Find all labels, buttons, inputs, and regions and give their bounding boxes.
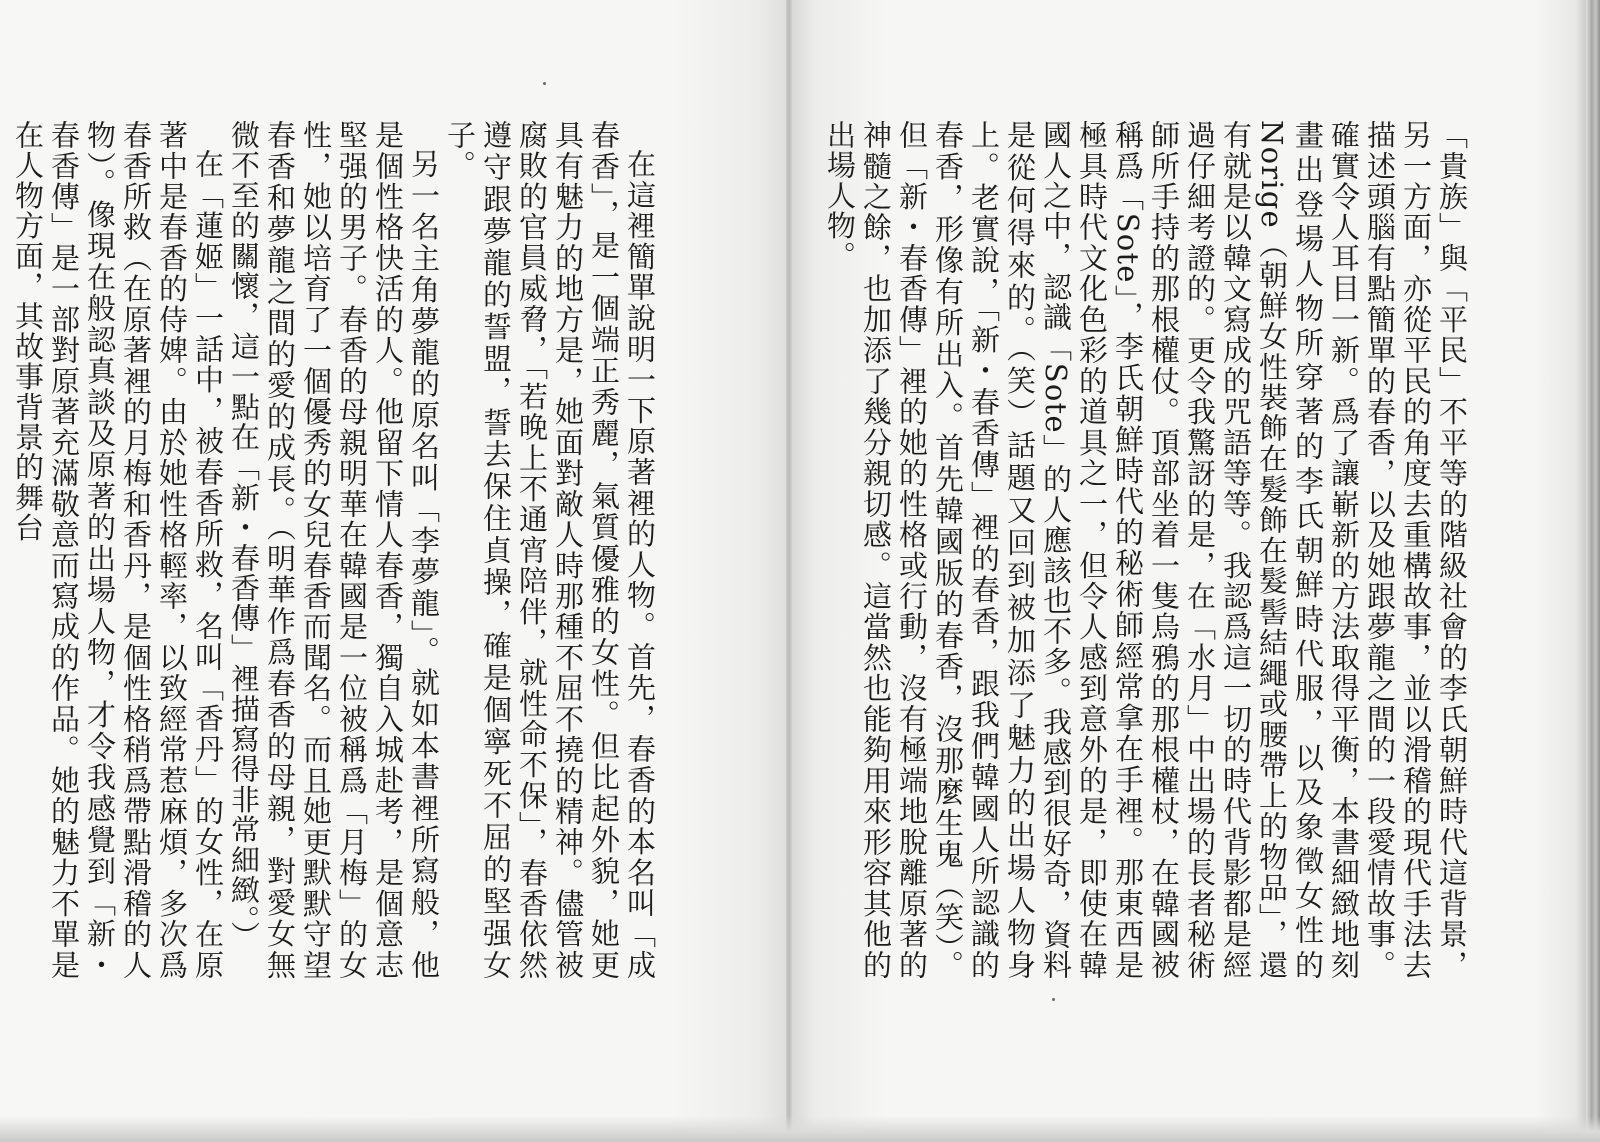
book-gutter — [786, 0, 792, 1142]
left-paragraph-3: 在「蓮姬」一話中，被春香所救，名叫「香丹」的女性，在原著中是春香的侍婢。由於她性格輕率，以致經常惹麻煩，多次爲春香所救（在原著裡的月梅和香丹，是個性格稍爲帶點滑稽的人物）。像現在般認真談及原著的出場人物，才令我感覺到「新・春香傳」是一部對原著充滿敬意而寫成的作品。她的魅力不單是在人物方面，其故事背景的舞台 — [11, 120, 225, 980]
page-edge-shadow — [1586, 0, 1600, 1142]
paper-speck — [543, 82, 546, 85]
left-page-text — [11, 120, 658, 980]
right-page-text — [823, 120, 1470, 980]
paper-speck — [1052, 998, 1055, 1001]
left-page — [0, 0, 790, 1142]
right-page — [790, 0, 1600, 1142]
left-paragraph-1: 在這裡簡單說明一下原著裡的人物。首先，春香的本名叫「成春香」，是一個端正秀麗，氣質優雅的女性。但比起外貌，她更具有魅力的地方是，她面對敵人時那種不屈不撓的精神。儘管被腐敗的官員威脅，「若晚上不通宵陪伴，就性命不保」，春香依然遵守跟夢龍的誓盟，誓去保住貞操，確是個寧死不屈的堅强女子。 — [443, 120, 657, 980]
left-paragraph-2: 另一名主角夢龍的原名叫「李夢龍」。就如本書裡所寫般，他是個性格快活的人。他留下情人春香，獨自入城赴考，是個意志堅强的男子。春香的母親明華在韓國是一位被稱爲「月梅」的女性，她以培育了一個優秀的女兒春香而聞名。而且她更默默守望春香和夢龍之間的愛的成長。（明華作爲春香的母親，對愛女無微不至的關懷，這一點在「新・春香傳」裡描寫得非常細緻。） — [227, 120, 441, 980]
bottom-edge-shadow — [0, 1116, 1600, 1142]
right-paragraph-1: 「貴族」與「平民」不平等的階級社會的李氏朝鮮時代這背景，另一方面，亦從平民的角度去重構故事，並以滑稽的現代手法去描述頭腦有點簡單的春香，以及她跟夢龍之間的一段愛情故事。確實令人耳目一新。爲了讓嶄新的方法取得平衡，本書細緻地刻畫出登場人物所穿著的李氏朝鮮時代服，以及象徵女性的Norige（朝鮮女性裝飾在髮飾在髮髻結繩或腰帶上的物品」，還有就是以韓文寫成的咒語等等。我認爲這一切的時代背影都是經過仔細考證的。更令我驚訝的是，在「水月」中出場的長者秘術師所手持的那根權仗。頂部坐着一隻烏鴉的那根權杖，在韓國被稱爲「Sote」，李氏朝鮮時代的秘術師經常拿在手裡。那東西是極具時代文化色彩的道具之一，但令人感到意外的是，即使在韓國人之中，認識「Sote」的人應該也不多。我感到很好奇，資料是從何得來的。（笑）話題又回到被加添了魅力的出場人物身上。老實說，「新・春香傳」裡的春香，跟我們韓國人所認識的春香，形像有所出入。首先韓國版的春香，沒那麼生鬼（笑）。但「新・春香傳」裡的她的性格或行動，沒有極端地脫離原著的神髓之餘，也加添了幾分親切感。這當然也能夠用來形容其他的出場人物。 — [823, 120, 1469, 980]
